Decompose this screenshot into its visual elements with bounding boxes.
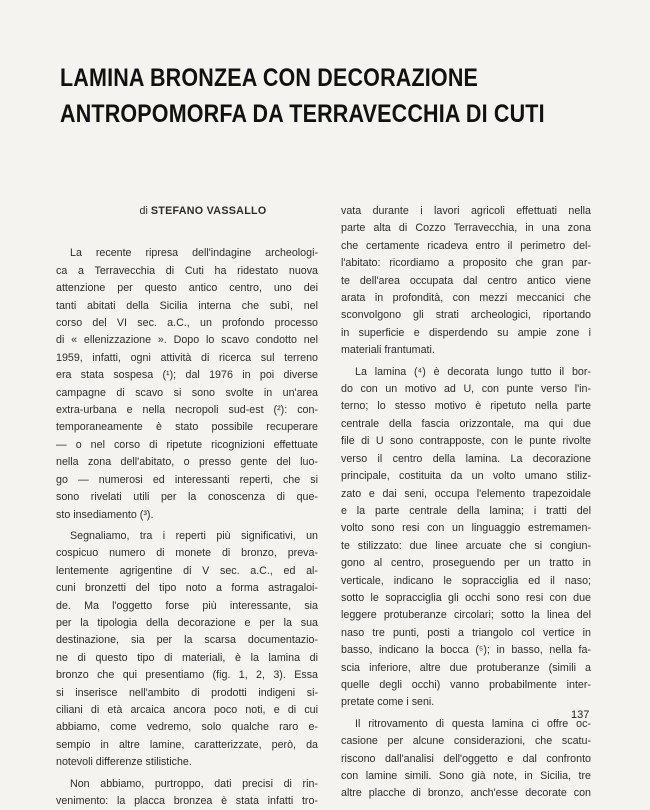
text-line: cospicuo numero di monete di bronzo, preva- [56,547,318,560]
text-line: Non abbiamo, purtroppo, dati precisi di rin- [70,777,318,790]
left-column-body [56,245,318,810]
text-line: con lamine simili. Sono già note, in Sicilia, tre [341,770,591,782]
text-line: destinazione, sia per la scarsa documentazio- [56,634,318,647]
text-line: bronzo che qui presentiamo (fig. 1, 2, 3). Essa [56,669,318,682]
byline-prefix: di [139,205,148,217]
text-line: abbiamo, come vedremo, solo qualche raro e- [56,721,318,734]
text-line: lentemente agrigentine di V sec. a.C., ed al- [56,564,318,577]
text-line: de. Ma l'oggetto forse più interessante, sia [56,599,318,612]
title-line: ANTROPOMORFA DA TERRAVECCHIA DI CUTI [60,100,545,128]
right-column-body [341,203,591,803]
text-line: che certamente ricadeva entro il perimetro del- [341,239,591,252]
text-line: quelle degli occhi) vanno probabilmente inter- [341,678,591,691]
text-line: 1959, infatti, ogni attività di ricerca sul terreno [56,351,318,364]
left-column [56,203,318,810]
text-line: sotto le sopracciglia gli occhi sono resi con due [341,591,591,604]
text-line: in superficie e disperdendo su ampie zone i [341,326,591,339]
text-line: si inserisce nell'ambito di prodotti indigeni si- [56,686,318,699]
text-line: vata durante i lavori agricoli effettuati nella [341,205,591,217]
text-line: parte alta di Cozzo Terravecchia, in una zona [341,222,591,235]
text-line: ca a Terravecchia di Cuti ha ridestato nuova [56,264,318,277]
text-line: attenzione per questo antico centro, uno dei [56,282,318,295]
text-line: e la parte centrale della lamina; i tratti del [341,504,591,517]
text-line: ciliani di età arcaica ancora poco noti, e di cui [56,703,318,716]
text-line: pretate come i seni. [341,696,435,709]
byline [88,203,318,220]
text-line: corso del VI sec. a.C., un profondo processo [56,317,318,330]
text-line: verso il centro della lamina. La decorazione [341,452,591,465]
text-line: basso, indicano la bocca (⁵); in basso, nella fa- [341,644,591,657]
text-line: naso tre punti, posti a triangolo col vertice in [341,626,591,639]
text-line: era stata sospesa (¹); dal 1976 in poi diverse [56,369,318,382]
title-line: LAMINA BRONZEA CON DECORAZIONE [60,64,479,92]
text-line: arata in profondità, con mezzi meccanici che [341,292,591,305]
text-line: La recente ripresa dell'indagine archeologi- [70,247,318,260]
right-column [341,203,591,803]
text-line: do con un motivo ad U, con punte verso l'in- [341,383,591,396]
text-line: zato e dai seni, occupa l'elemento trapezoidale [341,487,591,500]
text-line: verticale, indicano le sopracciglia ed il naso; [341,574,591,587]
text-line: principale, costituita da un volto umano stiliz- [341,470,591,483]
text-line: centrale della fascia orizzontale, ma qui due [341,417,591,430]
text-line: volto sono resi con un linguaggio estremamen- [341,522,591,535]
article-title [60,60,545,132]
text-line: extra-urbana e nella necropoli sud-est (²): con- [56,404,318,417]
text-line: file di U sono contrapposte, con le punte rivolte [341,435,591,448]
text-line: La lamina (⁴) è decorata lungo tutto il bor- [355,365,591,378]
text-line: per la tipologia della decorazione e per la sua [56,616,318,629]
text-line: tanti abitati della Sicilia interna che subì, nel [56,299,318,312]
text-line: campagne di scavo si sono svolte in un'area [56,386,318,399]
text-line: leggere protuberanze circolari; sotto la linea del [341,609,591,622]
text-line: Segnaliamo, tra i reperti più significativi, un [70,529,318,542]
text-line: scia inferiore, altre due protuberanze (simili a [341,661,591,674]
text-line: sconvolgono gli strati archeologici, riportando [341,309,591,322]
text-line: terno; lo stesso motivo è ripetuto nella parte [341,400,591,413]
text-line: venimento: la placca bronzea è stata infatti tro- [56,795,318,807]
text-line: altre placche di bronzo, anch'esse decorate con [341,787,591,800]
text-line: cuni bronzetti del tipo noto a forma astragaloi- [56,582,318,595]
text-line: notevoli differenze stilistiche. [56,756,192,769]
text-line: gono al centro, proseguendo per un tratto in [341,557,591,570]
text-line: l'abitato: ricordiamo a proposito che gran par- [341,257,591,270]
text-line: sempio in altre lamine, caratterizzate, però, da [56,738,318,751]
text-line: te stilizzato: due linee arcuate che si congiun- [341,539,591,552]
text-line: riscono dall'analisi dell'oggetto e dal confronto [341,752,591,765]
text-line: sono rivelati utili per la conoscenza di que- [56,491,318,504]
text-line: — o nel corso di ripetute ricognizioni effettuate [56,438,318,451]
text-line: materiali frantumati. [341,344,435,357]
text-line: di « ellenizzazione ». Dopo lo scavo condotto nel [56,334,318,347]
text-line: casione per alcune considerazioni, che scatu- [341,735,591,748]
text-line: ne di questo tipo di materiali, è la lamina di [56,651,318,664]
author-name: STEFANO VASSALLO [150,205,267,217]
text-line: temporaneamente è stato possibile recuperare [56,421,318,434]
text-line: go — numerosi ed interessanti reperti, che si [56,473,318,486]
page-number: 137 [571,709,590,721]
text-line: Il ritrovamento di questa lamina ci offre oc- [355,717,591,730]
text-line: sto insediamento (³). [56,508,154,521]
text-line: te dell'area occupata dal centro antico viene [341,274,591,287]
text-line: nella zona dell'abitato, o presso gente del luo- [56,456,318,469]
